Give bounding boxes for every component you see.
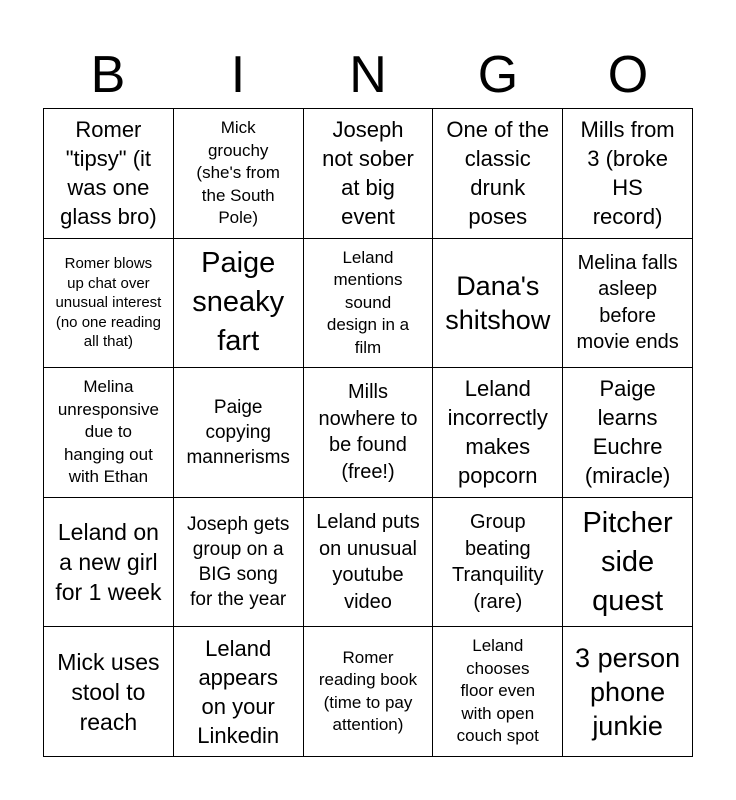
bingo-cell-r1-c2[interactable] xyxy=(174,109,304,239)
cell-text: Leland on a new girl for 1 week xyxy=(55,519,162,606)
cell-text: Leland appears on your Linkedin xyxy=(197,635,280,748)
cell-text: Paige copying mannerisms xyxy=(186,396,290,468)
bingo-cell-r2-c5[interactable] xyxy=(563,239,693,369)
cell-text: Leland puts on unusual youtube video xyxy=(316,511,420,613)
header-letter-n: N xyxy=(349,46,387,104)
bingo-cell-r5-c5[interactable] xyxy=(563,627,693,757)
bingo-cell-r3-c5[interactable] xyxy=(563,368,693,498)
bingo-cell-r3-c2[interactable] xyxy=(174,368,304,498)
cell-text: Paige sneaky fart xyxy=(192,247,285,358)
cell-text: Romer "tipsy" (it was one glass bro) xyxy=(60,117,157,230)
cell-text: Joseph not sober at big event xyxy=(322,117,414,230)
bingo-cell-r3-c4[interactable] xyxy=(433,368,563,498)
cell-text: Mick grouchy (she's from the South Pole) xyxy=(196,118,280,228)
cell-text: Mills nowhere to be found (free!) xyxy=(318,381,418,483)
cell-text: Leland mentions sound design in a film xyxy=(326,247,410,357)
bingo-cell-r2-c2[interactable] xyxy=(174,239,304,369)
cell-text: Melina unresponsive due to hanging out with Ethan xyxy=(57,377,159,487)
header-letter-b: B xyxy=(90,46,126,104)
cell-text: 3 person phone junkie xyxy=(575,642,681,741)
bingo-cell-r3-c1[interactable] xyxy=(44,368,174,498)
bingo-cell-r5-c1[interactable] xyxy=(44,627,174,757)
bingo-cell-r2-c1[interactable] xyxy=(44,239,174,369)
cell-text: Dana's shitshow xyxy=(445,270,551,335)
cell-text: Mick uses stool to reach xyxy=(57,648,160,735)
bingo-cell-r4-c5[interactable] xyxy=(563,498,693,628)
cell-text: Joseph gets group on a BIG song for the year xyxy=(186,514,290,611)
bingo-cell-r1-c3[interactable] xyxy=(304,109,434,239)
bingo-cell-r5-c2[interactable] xyxy=(174,627,304,757)
cell-text: Group beating Tranquility (rare) xyxy=(452,511,544,613)
bingo-cell-r1-c4[interactable] xyxy=(433,109,563,239)
bingo-cell-r2-c3[interactable] xyxy=(304,239,434,369)
header-letter-g: G xyxy=(477,46,519,104)
bingo-cell-r5-c4[interactable] xyxy=(433,627,563,757)
header-letter-o: O xyxy=(607,46,649,104)
cell-text: Leland incorrectly makes popcorn xyxy=(447,376,548,489)
bingo-cell-r4-c1[interactable] xyxy=(44,498,174,628)
bingo-cell-r4-c3[interactable] xyxy=(304,498,434,628)
bingo-header xyxy=(43,42,693,108)
cell-text: Leland chooses floor even with open couch spot xyxy=(456,636,539,746)
header-letter-i: I xyxy=(230,46,246,104)
cell-text: One of the classic drunk poses xyxy=(446,117,550,230)
cell-text: Melina falls asleep before movie ends xyxy=(576,251,679,354)
cell-text: Mills from 3 (broke HS record) xyxy=(580,117,675,230)
bingo-grid xyxy=(43,108,693,757)
bingo-cell-r1-c1[interactable] xyxy=(44,109,174,239)
bingo-cell-r4-c4[interactable] xyxy=(433,498,563,628)
cell-text: Romer blows up chat over unusual interest (no one reading all that) xyxy=(55,255,162,351)
bingo-cell-r1-c5[interactable] xyxy=(563,109,693,239)
cell-text: Romer reading book (time to pay attention) xyxy=(318,647,418,735)
cell-text: Pitcher side quest xyxy=(582,506,673,617)
bingo-cell-r3-c3[interactable] xyxy=(304,368,434,498)
bingo-cell-r4-c2[interactable] xyxy=(174,498,304,628)
bingo-cell-r2-c4[interactable] xyxy=(433,239,563,369)
bingo-cell-r5-c3[interactable] xyxy=(304,627,434,757)
cell-text: Paige learns Euchre (miracle) xyxy=(584,376,671,489)
